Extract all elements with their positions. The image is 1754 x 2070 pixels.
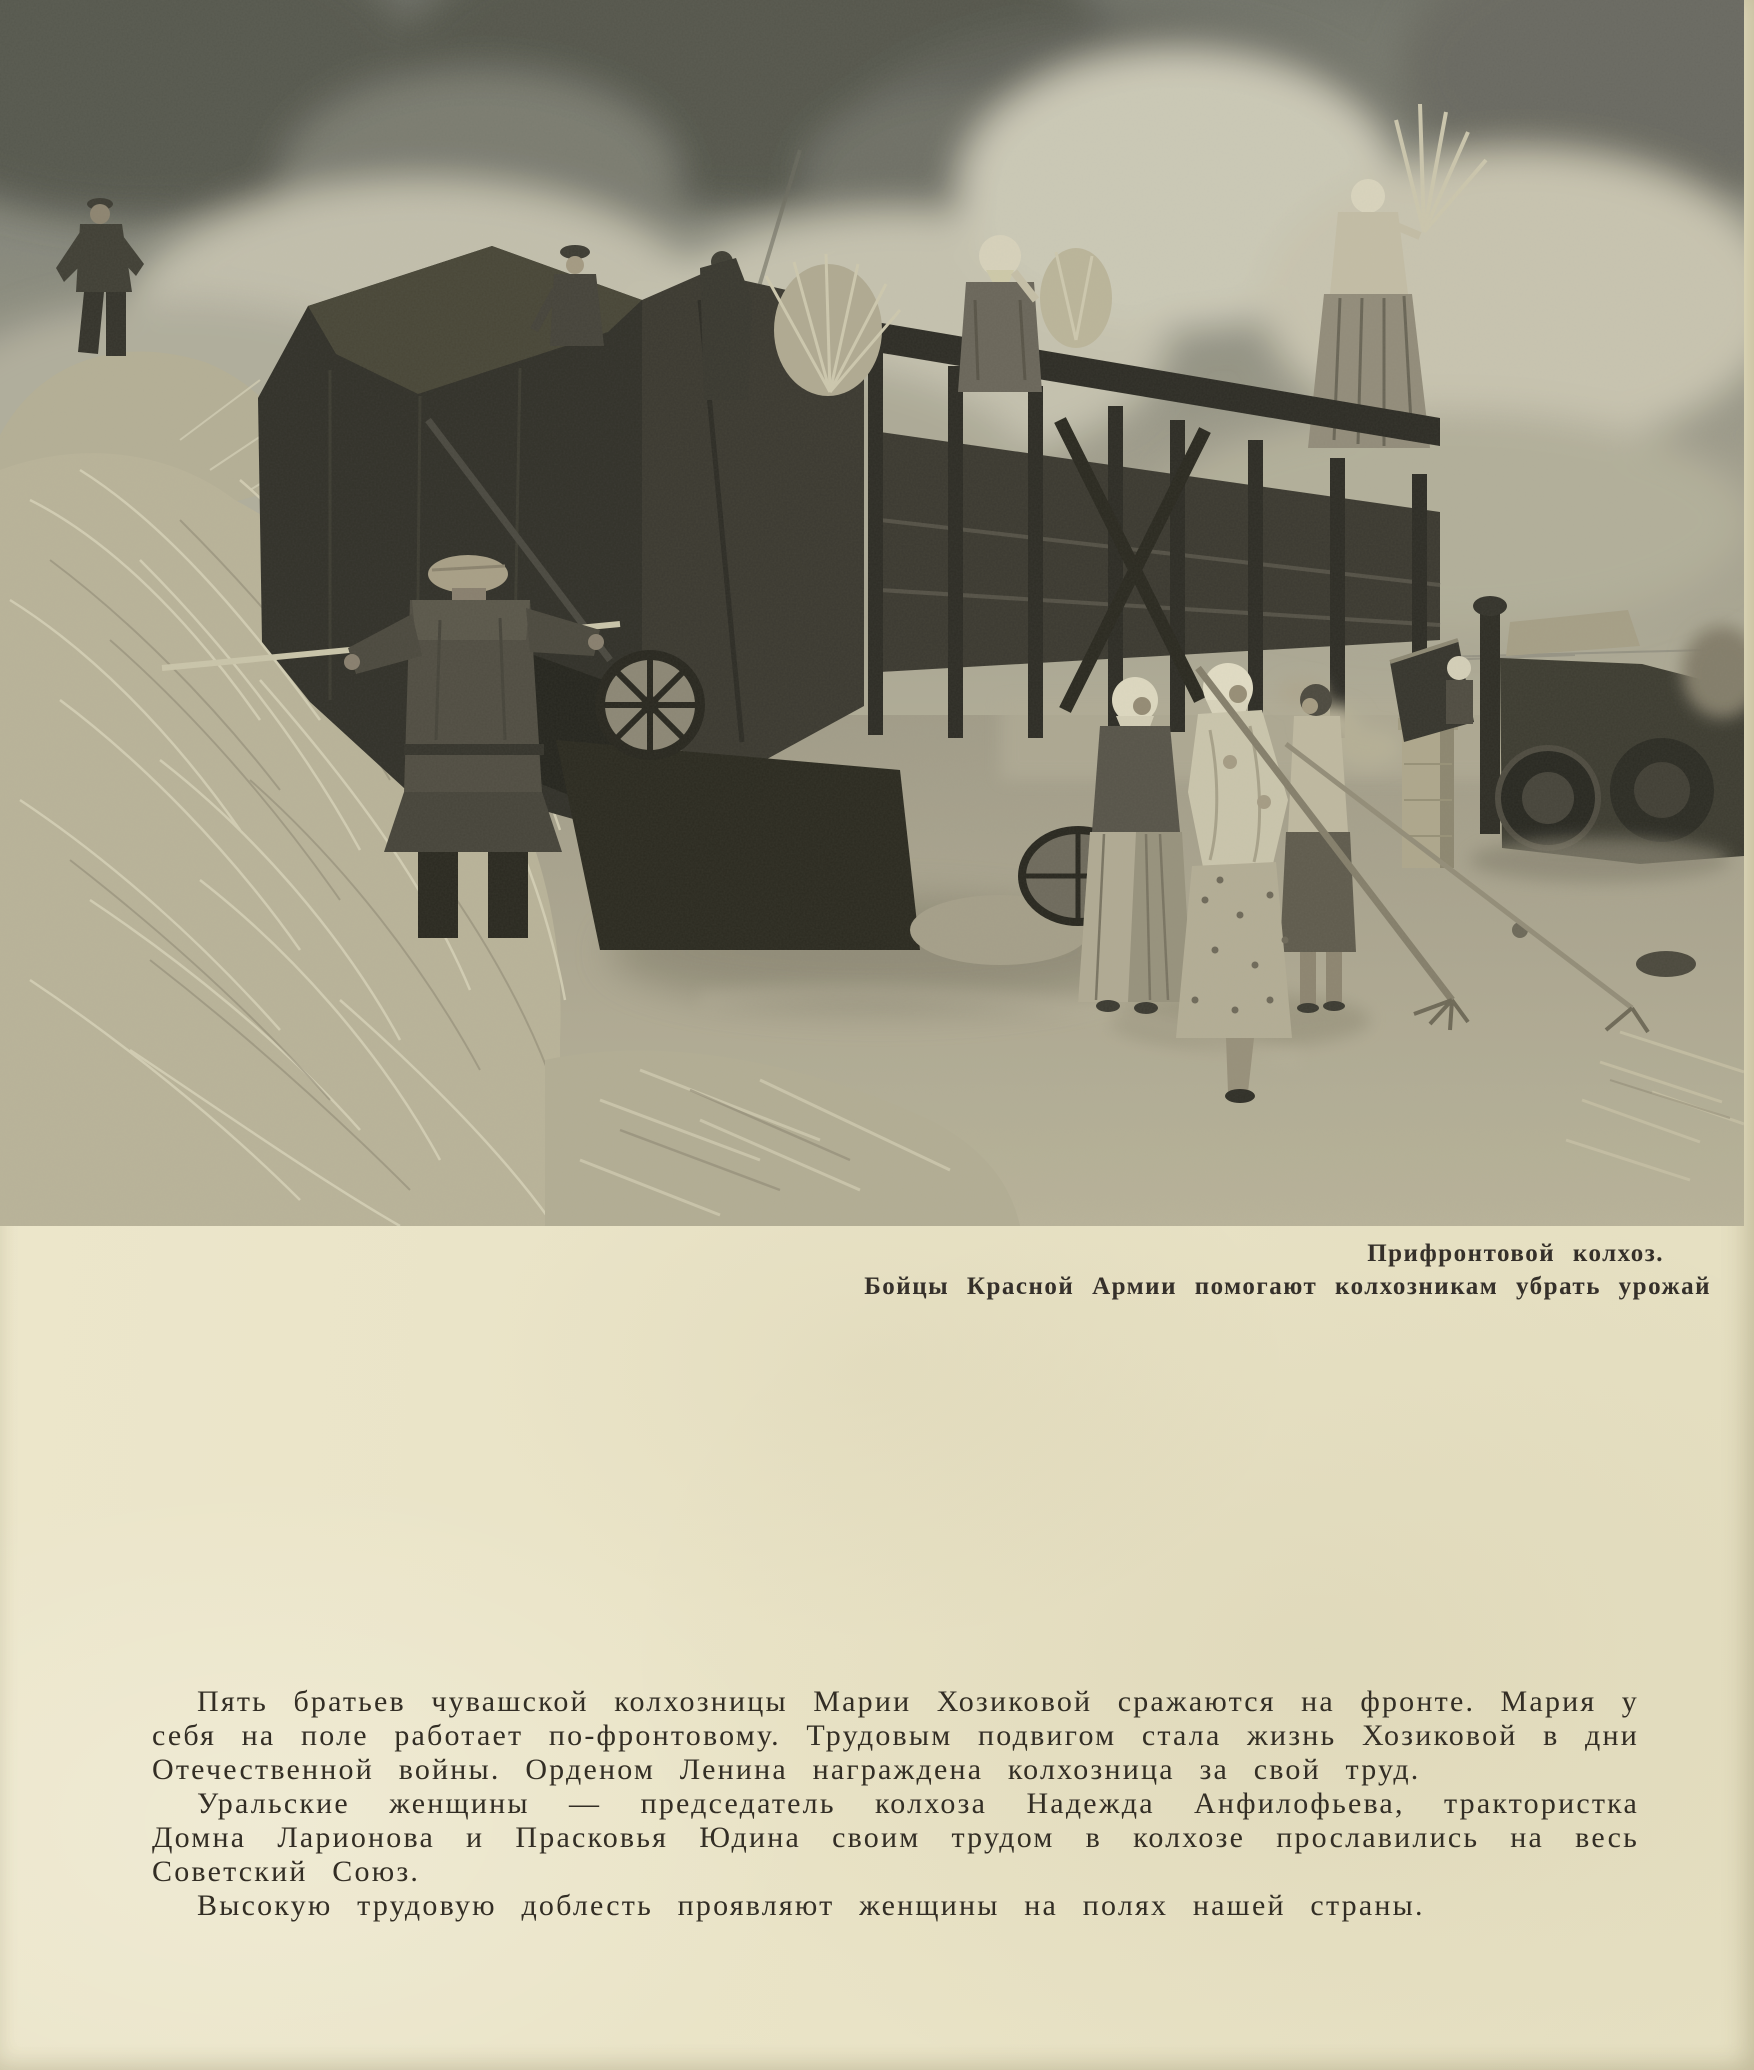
caption-line-1: Прифронтовой колхоз. [1367,1240,1664,1267]
paragraph-2: Уральские женщины — председатель колхоза Надежда Анфилофьева, трактористка Домна Ларионова и Прасковья Юдина своим трудом в колхозе прославились на весь Советский Союз. [152,1787,1639,1888]
paragraph-3: Высокую трудовую доблесть проявляют женщины на полях нашей страны. [197,1889,1425,1922]
article-text [152,1685,1639,1923]
caption-line-2: Бойцы Красной Армии помогают колхозникам убрать урожай [864,1273,1711,1300]
paragraph-1: Пять братьев чувашской колхозницы Марии Хозиковой сражаются на фронте. Мария у себя на поле работает по-фронтовому. Трудовым подвигом стала жизнь Хозиковой в дни Отечественной войны. Орденом Ленина награждена колхозница за свой труд. [152,1685,1639,1786]
photo-caption [864,1237,1711,1303]
